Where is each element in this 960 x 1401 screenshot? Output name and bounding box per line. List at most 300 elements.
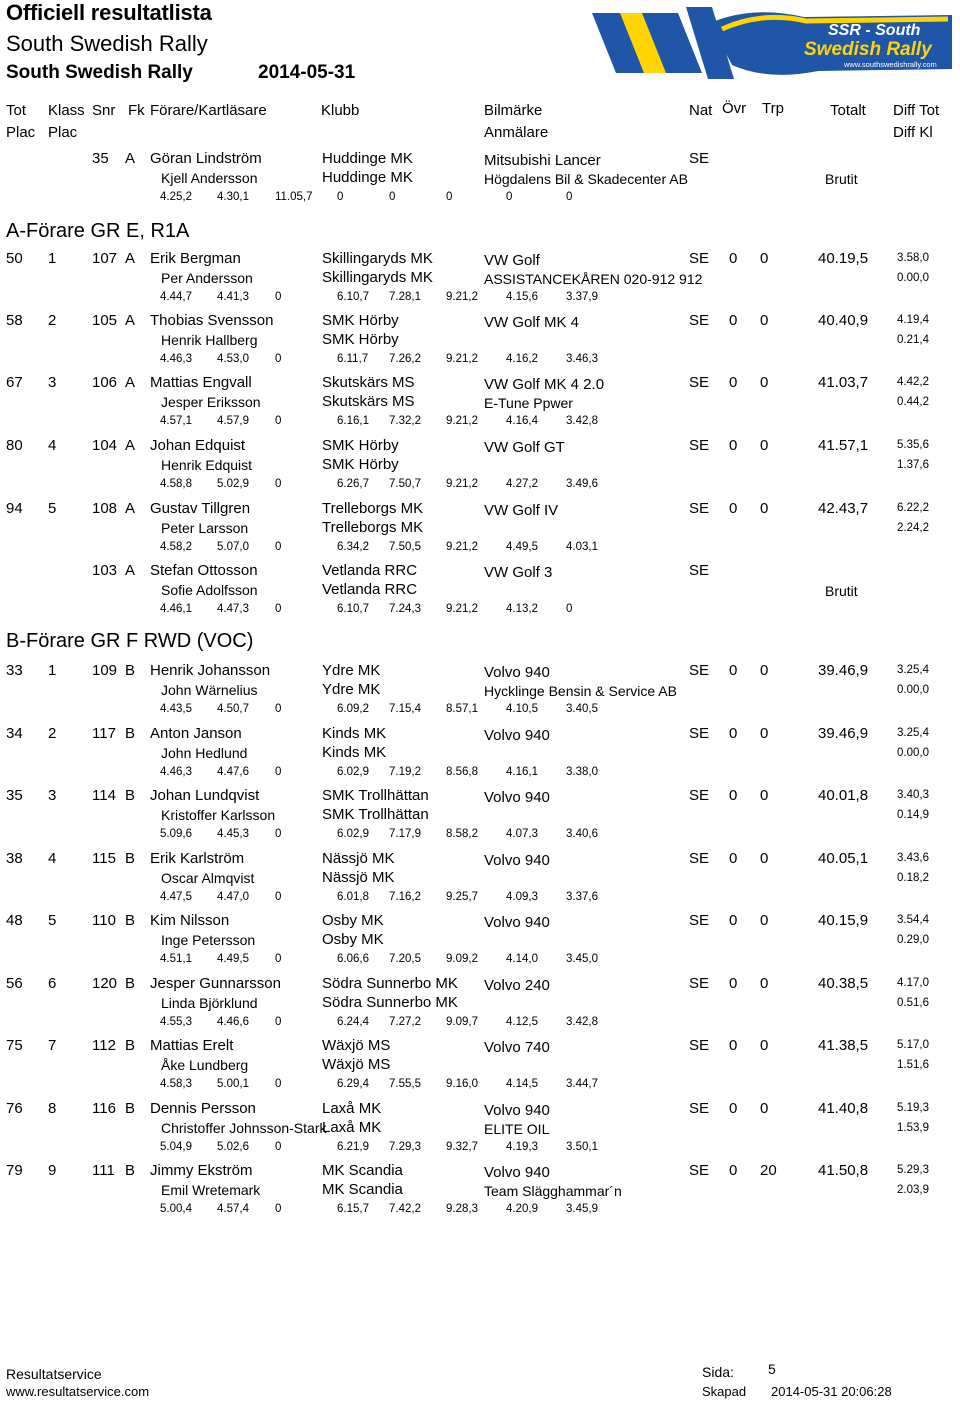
penalty-trp: 0	[760, 312, 769, 329]
section-title-a: A-Förare GR E, R1A	[6, 220, 190, 242]
position: 67	[6, 374, 23, 391]
event-name-bold: South Swedish Rally	[6, 62, 193, 83]
car-make: Volvo 940	[484, 789, 550, 806]
start-number: 107	[92, 250, 118, 267]
car-make: VW Golf 3	[484, 564, 553, 581]
nationality: SE	[689, 912, 710, 929]
codriver-club: Vetlanda RRC	[322, 581, 418, 598]
stage-time: 4.19,3	[506, 1141, 538, 1153]
stage-time: 4.12,5	[506, 1016, 538, 1028]
start-number: 103	[92, 562, 118, 579]
driver-class: A	[125, 374, 136, 391]
driver-class: A	[125, 250, 136, 267]
diff-class: 0.00,0	[897, 272, 929, 284]
stage-time: 7.15,4	[389, 703, 421, 715]
status-retired: Brutit	[825, 171, 858, 187]
stage-time: 3.50,1	[566, 1141, 598, 1153]
class-position: 1	[48, 250, 57, 267]
driver-club: Trelleborgs MK	[322, 500, 424, 517]
diff-class: 0.14,9	[897, 809, 929, 821]
codriver-club: SMK Hörby	[322, 456, 399, 473]
stage-time: 6.21,9	[337, 1141, 369, 1153]
diff-total: 5.19,3	[897, 1102, 929, 1114]
stage-time: 5.07,0	[217, 541, 249, 553]
stage-time: 11.05,7	[275, 191, 313, 203]
col-club: Klubb	[321, 102, 360, 119]
stage-time: 0	[275, 1016, 282, 1028]
penalty-trp: 0	[760, 725, 769, 742]
stage-time: 0	[566, 191, 573, 203]
ssr-logo	[592, 7, 954, 79]
codriver-club: MK Scandia	[322, 1181, 403, 1198]
penalty-trp: 0	[760, 912, 769, 929]
entrant: ASSISTANCEKÅREN 020-912 912	[484, 271, 703, 287]
nationality: SE	[689, 787, 710, 804]
total-time: 39.46,9	[818, 725, 869, 742]
stage-time: 4.46,1	[160, 603, 192, 615]
stage-time: 4.13,2	[506, 603, 538, 615]
start-number: 120	[92, 975, 118, 992]
nationality: SE	[689, 1100, 710, 1117]
stage-time: 9.21,2	[446, 603, 478, 615]
stage-time: 3.45,9	[566, 1203, 598, 1215]
car-make: VW Golf MK 4 2.0	[484, 376, 605, 393]
stage-time: 0	[275, 891, 282, 903]
stage-time: 9.21,2	[446, 541, 478, 553]
page-header	[0, 0, 960, 90]
stage-time: 4.44,7	[160, 291, 192, 303]
stage-time: 9.09,2	[446, 953, 478, 965]
penalty-other: 0	[729, 850, 738, 867]
driver-club: Wäxjö MS	[322, 1037, 391, 1054]
start-number: 105	[92, 312, 118, 329]
driver-class: B	[125, 662, 136, 679]
driver-class: A	[125, 500, 136, 517]
driver-club: SMK Trollhättan	[322, 787, 429, 804]
stage-time: 6.34,2	[337, 541, 369, 553]
stage-time: 4.47,0	[217, 891, 249, 903]
driver-name: Johan Lundqvist	[150, 787, 260, 804]
codriver-club: Södra Sunnerbo MK	[322, 994, 458, 1011]
nationality: SE	[689, 374, 710, 391]
total-time: 41.03,7	[818, 374, 869, 391]
position: 58	[6, 312, 23, 329]
stage-time: 4.20,9	[506, 1203, 538, 1215]
stage-time: 8.56,8	[446, 766, 478, 778]
stage-time: 9.32,7	[446, 1141, 478, 1153]
nationality: SE	[689, 150, 710, 167]
penalty-other: 0	[729, 912, 738, 929]
diff-total: 3.58,0	[897, 252, 929, 264]
diff-class: 0.00,0	[897, 747, 929, 759]
stage-time: 0	[275, 828, 282, 840]
stage-time: 0	[275, 478, 282, 490]
codriver-club: SMK Hörby	[322, 331, 399, 348]
stage-time: 4.16,4	[506, 415, 538, 427]
driver-name: Dennis Persson	[150, 1100, 256, 1117]
driver-club: Ydre MK	[322, 662, 381, 679]
penalty-trp: 0	[760, 374, 769, 391]
diff-class: 0.44,2	[897, 396, 929, 408]
car-make: Volvo 940	[484, 852, 550, 869]
driver-club: Nässjö MK	[322, 850, 395, 867]
stage-time: 7.29,3	[389, 1141, 421, 1153]
diff-total: 4.42,2	[897, 376, 929, 388]
penalty-other: 0	[729, 1037, 738, 1054]
stage-time: 0	[389, 191, 396, 203]
position: 75	[6, 1037, 23, 1054]
start-number: 106	[92, 374, 118, 391]
car-make: Volvo 240	[484, 977, 550, 994]
col-ovr: Övr	[722, 100, 747, 117]
stage-time: 9.25,7	[446, 891, 478, 903]
stage-time: 5.02,6	[217, 1141, 249, 1153]
stage-time: 4.43,5	[160, 703, 192, 715]
driver-name: Mattias Engvall	[150, 374, 252, 391]
driver-name: Jesper Gunnarsson	[150, 975, 281, 992]
diff-class: 0.00,0	[897, 684, 929, 696]
penalty-other: 0	[729, 662, 738, 679]
stage-time: 7.27,2	[389, 1016, 421, 1028]
nationality: SE	[689, 437, 710, 454]
stage-time: 6.10,7	[337, 603, 369, 615]
start-number: 117	[92, 725, 116, 742]
diff-total: 6.22,2	[897, 502, 929, 514]
codriver-name: Sofie Adolfsson	[161, 582, 258, 598]
stage-time: 0	[337, 191, 344, 203]
position: 76	[6, 1100, 23, 1117]
footer-page-number: 5	[768, 1361, 776, 1377]
penalty-trp: 0	[760, 1037, 769, 1054]
stage-time: 4.46,6	[217, 1016, 249, 1028]
penalty-other: 0	[729, 250, 738, 267]
penalty-trp: 0	[760, 437, 769, 454]
diff-total: 3.43,6	[897, 852, 929, 864]
start-number: 109	[92, 662, 118, 679]
start-number: 116	[92, 1100, 116, 1117]
stage-time: 6.01,8	[337, 891, 369, 903]
stage-time: 6.10,7	[337, 291, 369, 303]
diff-class: 0.51,6	[897, 997, 929, 1009]
driver-class: B	[125, 787, 136, 804]
codriver-name: Christoffer Johnsson-Stark	[161, 1120, 327, 1136]
class-position: 2	[48, 312, 57, 329]
diff-total: 4.17,0	[897, 977, 929, 989]
diff-class: 1.37,6	[897, 459, 929, 471]
driver-club: Skillingaryds MK	[322, 250, 433, 267]
driver-class: A	[125, 150, 136, 167]
diff-class: 1.53,9	[897, 1122, 929, 1134]
stage-time: 4.46,3	[160, 766, 192, 778]
total-time: 40.19,5	[818, 250, 869, 267]
col-diff-tot: Diff Tot	[893, 102, 940, 119]
penalty-other: 0	[729, 725, 738, 742]
diff-total: 5.17,0	[897, 1039, 929, 1051]
stage-time: 3.42,8	[566, 1016, 598, 1028]
penalty-trp: 0	[760, 662, 769, 679]
col-fk: Fk	[128, 102, 145, 119]
start-number: 110	[92, 912, 116, 929]
penalty-trp: 0	[760, 500, 769, 517]
stage-time: 7.50,7	[389, 478, 421, 490]
stage-time: 3.37,9	[566, 291, 598, 303]
driver-name: Göran Lindström	[150, 150, 262, 167]
diff-total: 3.54,4	[897, 914, 929, 926]
stage-time: 6.16,1	[337, 415, 369, 427]
class-position: 5	[48, 500, 57, 517]
col-tot: Tot	[6, 102, 27, 119]
penalty-other: 0	[729, 1100, 738, 1117]
stage-time: 4.57,4	[217, 1203, 249, 1215]
diff-class: 0.21,4	[897, 334, 929, 346]
car-make: VW Golf GT	[484, 439, 565, 456]
driver-club: SMK Hörby	[322, 437, 399, 454]
codriver-club: Ydre MK	[322, 681, 381, 698]
class-position: 1	[48, 662, 57, 679]
driver-name: Kim Nilsson	[150, 912, 230, 929]
nationality: SE	[689, 850, 710, 867]
stage-time: 4.57,1	[160, 415, 192, 427]
driver-club: Södra Sunnerbo MK	[322, 975, 458, 992]
stage-time: 4.16,2	[506, 353, 538, 365]
stage-time: 9.21,2	[446, 415, 478, 427]
codriver-name: John Hedlund	[161, 745, 248, 761]
col-driver: Förare/Kartläsare	[150, 102, 267, 119]
stage-time: 9.16,0	[446, 1078, 478, 1090]
start-number: 112	[92, 1037, 116, 1054]
nationality: SE	[689, 250, 710, 267]
stage-time: 0	[506, 191, 513, 203]
position: 94	[6, 500, 23, 517]
codriver-name: Åke Lundberg	[161, 1057, 249, 1073]
diff-class: 0.18,2	[897, 872, 929, 884]
stage-time: 4.41,3	[217, 291, 249, 303]
position: 33	[6, 662, 23, 679]
codriver-name: Kjell Andersson	[161, 170, 258, 186]
penalty-other: 0	[729, 787, 738, 804]
position: 50	[6, 250, 23, 267]
driver-class: A	[125, 562, 136, 579]
driver-name: Thobias Svensson	[150, 312, 274, 329]
car-make: Mitsubishi Lancer	[484, 152, 601, 169]
col-snr: Snr	[92, 102, 116, 119]
position: 80	[6, 437, 23, 454]
penalty-trp: 0	[760, 975, 769, 992]
driver-name: Erik Karlström	[150, 850, 245, 867]
car-make: VW Golf MK 4	[484, 314, 580, 331]
col-plac: Plac	[6, 124, 36, 141]
driver-club: Skutskärs MS	[322, 374, 415, 391]
stage-time: 3.38,0	[566, 766, 598, 778]
position: 35	[6, 787, 23, 804]
stage-time: 0	[275, 953, 282, 965]
codriver-club: Skutskärs MS	[322, 393, 415, 410]
col-entrant: Anmälare	[484, 124, 549, 141]
event-date: 2014-05-31	[258, 62, 356, 83]
driver-class: B	[125, 725, 136, 742]
codriver-club: Wäxjö MS	[322, 1056, 391, 1073]
stage-time: 4.03,1	[566, 541, 598, 553]
codriver-club: Osby MK	[322, 931, 384, 948]
codriver-club: Nässjö MK	[322, 869, 395, 886]
penalty-other: 0	[729, 1162, 738, 1179]
diff-total: 4.19,4	[897, 314, 929, 326]
class-position: 6	[48, 975, 57, 992]
nationality: SE	[689, 500, 710, 517]
class-position: 4	[48, 850, 57, 867]
stage-time: 6.26,7	[337, 478, 369, 490]
penalty-trp: 0	[760, 787, 769, 804]
nationality: SE	[689, 312, 710, 329]
start-number: 115	[92, 850, 116, 867]
driver-name: Stefan Ottosson	[150, 562, 258, 579]
stage-time: 0	[446, 191, 453, 203]
stage-time: 4.14,5	[506, 1078, 538, 1090]
codriver-name: Inge Petersson	[161, 932, 256, 948]
stage-time: 7.28,1	[389, 291, 421, 303]
stage-time: 3.44,7	[566, 1078, 598, 1090]
driver-club: Osby MK	[322, 912, 384, 929]
driver-class: B	[125, 850, 136, 867]
codriver-club: Laxå MK	[322, 1119, 382, 1136]
codriver-name: Oscar Almqvist	[161, 870, 255, 886]
stage-time: 0	[275, 603, 282, 615]
stage-time: 3.46,3	[566, 353, 598, 365]
stage-time: 4.55,3	[160, 1016, 192, 1028]
stage-time: 4.16,1	[506, 766, 538, 778]
diff-class: 2.24,2	[897, 522, 929, 534]
event-name: South Swedish Rally	[6, 31, 208, 56]
penalty-other: 0	[729, 500, 738, 517]
penalty-other: 0	[729, 975, 738, 992]
total-time: 40.05,1	[818, 850, 869, 867]
stage-time: 3.49,6	[566, 478, 598, 490]
stage-time: 0	[275, 1078, 282, 1090]
codriver-club: SMK Trollhättan	[322, 806, 429, 823]
driver-class: A	[125, 312, 136, 329]
driver-club: Huddinge MK	[322, 150, 413, 167]
stage-time: 0	[275, 353, 282, 365]
codriver-club: Huddinge MK	[322, 169, 413, 186]
total-time: 40.40,9	[818, 312, 869, 329]
stage-time: 6.15,7	[337, 1203, 369, 1215]
stage-time: 4.46,3	[160, 353, 192, 365]
stage-time: 3.40,5	[566, 703, 598, 715]
stage-time: 7.20,5	[389, 953, 421, 965]
car-make: VW Golf	[484, 252, 540, 269]
penalty-trp: 0	[760, 850, 769, 867]
stage-time: 9.21,2	[446, 291, 478, 303]
car-make: Volvo 940	[484, 727, 550, 744]
penalty-trp: 20	[760, 1162, 777, 1179]
diff-total: 5.35,6	[897, 439, 929, 451]
driver-name: Anton Janson	[150, 725, 242, 742]
position: 56	[6, 975, 23, 992]
stage-time: 5.00,1	[217, 1078, 249, 1090]
nationality: SE	[689, 975, 710, 992]
total-time: 41.57,1	[818, 437, 869, 454]
position: 38	[6, 850, 23, 867]
penalty-trp: 0	[760, 250, 769, 267]
stage-time: 4.09,3	[506, 891, 538, 903]
footer-timestamp: 2014-05-31 20:06:28	[771, 1384, 892, 1399]
stage-time: 7.50,5	[389, 541, 421, 553]
penalty-other: 0	[729, 437, 738, 454]
stage-time: 9.09,7	[446, 1016, 478, 1028]
codriver-name: Henrik Hallberg	[161, 332, 258, 348]
stage-time: 7.55,5	[389, 1078, 421, 1090]
footer-skapad-label: Skapad	[702, 1384, 747, 1399]
total-time: 42.43,7	[818, 500, 869, 517]
driver-name: Erik Bergman	[150, 250, 241, 267]
stage-time: 7.24,3	[389, 603, 421, 615]
class-position: 7	[48, 1037, 57, 1054]
start-number: 111	[92, 1162, 115, 1179]
stage-time: 9.28,3	[446, 1203, 478, 1215]
stage-time: 6.09,2	[337, 703, 369, 715]
stage-time: 4.49,5	[506, 541, 538, 553]
class-position: 4	[48, 437, 57, 454]
stage-time: 6.02,9	[337, 828, 369, 840]
stage-time: 0	[275, 766, 282, 778]
driver-name: Gustav Tillgren	[150, 500, 251, 517]
codriver-name: Jesper Eriksson	[161, 394, 261, 410]
stage-time: 7.17,9	[389, 828, 421, 840]
codriver-name: Linda Björklund	[161, 995, 258, 1011]
entrant: Högdalens Bil & Skadecenter AB	[484, 171, 688, 187]
stage-time: 8.57,1	[446, 703, 478, 715]
driver-name: Mattias Erelt	[150, 1037, 234, 1054]
footer-url[interactable]: www.resultatservice.com	[6, 1384, 150, 1399]
col-klass: Klass	[48, 102, 85, 119]
car-make: Volvo 940	[484, 1164, 550, 1181]
stage-time: 4.49,5	[217, 953, 249, 965]
codriver-name: Henrik Edquist	[161, 457, 253, 473]
stage-time: 0	[275, 541, 282, 553]
codriver-name: John Wärnelius	[161, 682, 258, 698]
driver-name: Johan Edquist	[150, 437, 246, 454]
total-time: 40.15,9	[818, 912, 869, 929]
stage-time: 4.14,0	[506, 953, 538, 965]
stage-time: 3.42,8	[566, 415, 598, 427]
nationality: SE	[689, 562, 710, 579]
codriver-name: Emil Wretemark	[161, 1182, 261, 1198]
car-make: Volvo 940	[484, 914, 550, 931]
logo-text-2: Swedish Rally	[804, 39, 932, 60]
stage-time: 5.09,6	[160, 828, 192, 840]
stage-time: 5.04,9	[160, 1141, 192, 1153]
col-nat: Nat	[689, 102, 713, 119]
stage-time: 6.02,9	[337, 766, 369, 778]
penalty-trp: 0	[760, 1100, 769, 1117]
driver-class: B	[125, 912, 136, 929]
stage-time: 5.00,4	[160, 1203, 192, 1215]
col-trp: Trp	[762, 100, 784, 117]
stage-time: 6.24,4	[337, 1016, 369, 1028]
stage-time: 0	[275, 703, 282, 715]
start-number: 114	[92, 787, 116, 804]
stage-time: 9.21,2	[446, 353, 478, 365]
driver-club: Laxå MK	[322, 1100, 382, 1117]
col-car: Bilmärke	[484, 102, 543, 119]
diff-class: 2.03,9	[897, 1184, 929, 1196]
page-title: Officiell resultatlista	[6, 0, 212, 25]
stage-time: 4.58,8	[160, 478, 192, 490]
stage-time: 3.37,6	[566, 891, 598, 903]
nationality: SE	[689, 1037, 710, 1054]
total-time: 41.38,5	[818, 1037, 869, 1054]
logo-text-1: SSR - South	[828, 22, 921, 39]
